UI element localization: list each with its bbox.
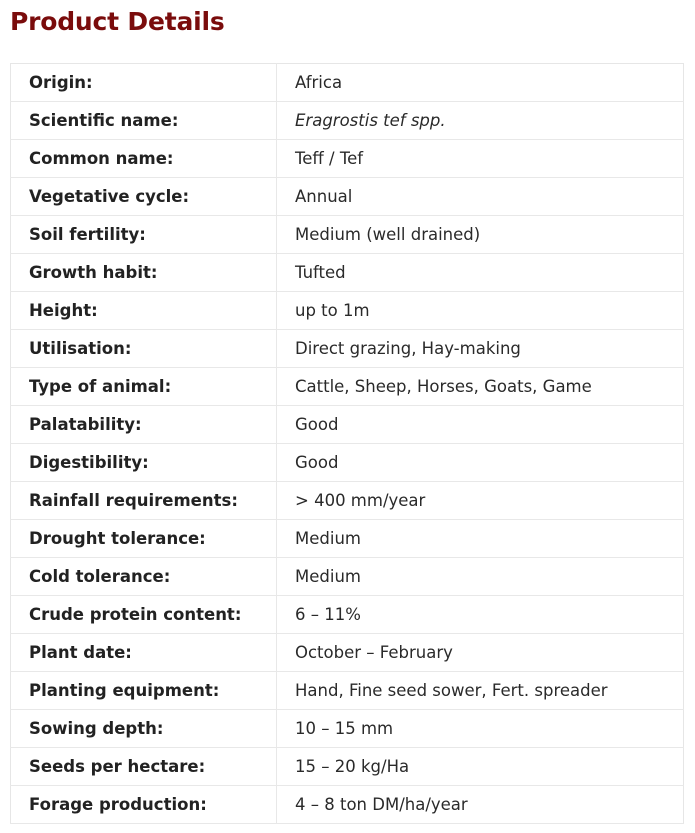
detail-value: Medium: [277, 520, 684, 558]
table-row: [11, 786, 684, 824]
table-row: [11, 254, 684, 292]
table-row: [11, 444, 684, 482]
table-row: [11, 64, 684, 102]
detail-label: Type of animal:: [11, 368, 277, 406]
detail-value: 15 – 20 kg/Ha: [277, 748, 684, 786]
detail-value: Tufted: [277, 254, 684, 292]
table-row: [11, 330, 684, 368]
table-row: [11, 102, 684, 140]
detail-value: Good: [277, 444, 684, 482]
detail-label: Common name:: [11, 140, 277, 178]
detail-label: Origin:: [11, 64, 277, 102]
detail-label: Planting equipment:: [11, 672, 277, 710]
table-row: [11, 558, 684, 596]
table-row: [11, 634, 684, 672]
detail-value: Cattle, Sheep, Horses, Goats, Game: [277, 368, 684, 406]
detail-label: Plant date:: [11, 634, 277, 672]
table-row: [11, 596, 684, 634]
detail-value: Hand, Fine seed sower, Fert. spreader: [277, 672, 684, 710]
detail-label: Forage production:: [11, 786, 277, 824]
product-details-table: [10, 63, 684, 824]
detail-value: Good: [277, 406, 684, 444]
detail-label: Scientific name:: [11, 102, 277, 140]
detail-label: Rainfall requirements:: [11, 482, 277, 520]
detail-label: Height:: [11, 292, 277, 330]
detail-label: Palatability:: [11, 406, 277, 444]
table-row: [11, 748, 684, 786]
detail-label: Sowing depth:: [11, 710, 277, 748]
detail-label: Crude protein content:: [11, 596, 277, 634]
table-row: [11, 710, 684, 748]
detail-label: Seeds per hectare:: [11, 748, 277, 786]
detail-label: Utilisation:: [11, 330, 277, 368]
detail-value: 4 – 8 ton DM/ha/year: [277, 786, 684, 824]
table-row: [11, 672, 684, 710]
table-row: [11, 368, 684, 406]
product-details-body: [11, 64, 684, 824]
detail-value: October – February: [277, 634, 684, 672]
table-row: [11, 140, 684, 178]
detail-label: Digestibility:: [11, 444, 277, 482]
detail-label: Drought tolerance:: [11, 520, 277, 558]
table-row: [11, 406, 684, 444]
detail-value: Medium: [277, 558, 684, 596]
detail-label: Vegetative cycle:: [11, 178, 277, 216]
detail-value: Teff / Tef: [277, 140, 684, 178]
detail-value: Medium (well drained): [277, 216, 684, 254]
detail-label: Soil fertility:: [11, 216, 277, 254]
detail-value: Direct grazing, Hay-making: [277, 330, 684, 368]
table-row: [11, 482, 684, 520]
detail-label: Cold tolerance:: [11, 558, 277, 596]
table-row: [11, 216, 684, 254]
table-row: [11, 178, 684, 216]
page-title: Product Details: [10, 7, 225, 36]
table-row: [11, 520, 684, 558]
detail-value: Eragrostis tef spp.: [277, 102, 684, 140]
detail-value: 6 – 11%: [277, 596, 684, 634]
detail-value: up to 1m: [277, 292, 684, 330]
detail-value: Africa: [277, 64, 684, 102]
detail-label: Growth habit:: [11, 254, 277, 292]
detail-value: > 400 mm/year: [277, 482, 684, 520]
detail-value: Annual: [277, 178, 684, 216]
table-row: [11, 292, 684, 330]
detail-value: 10 – 15 mm: [277, 710, 684, 748]
